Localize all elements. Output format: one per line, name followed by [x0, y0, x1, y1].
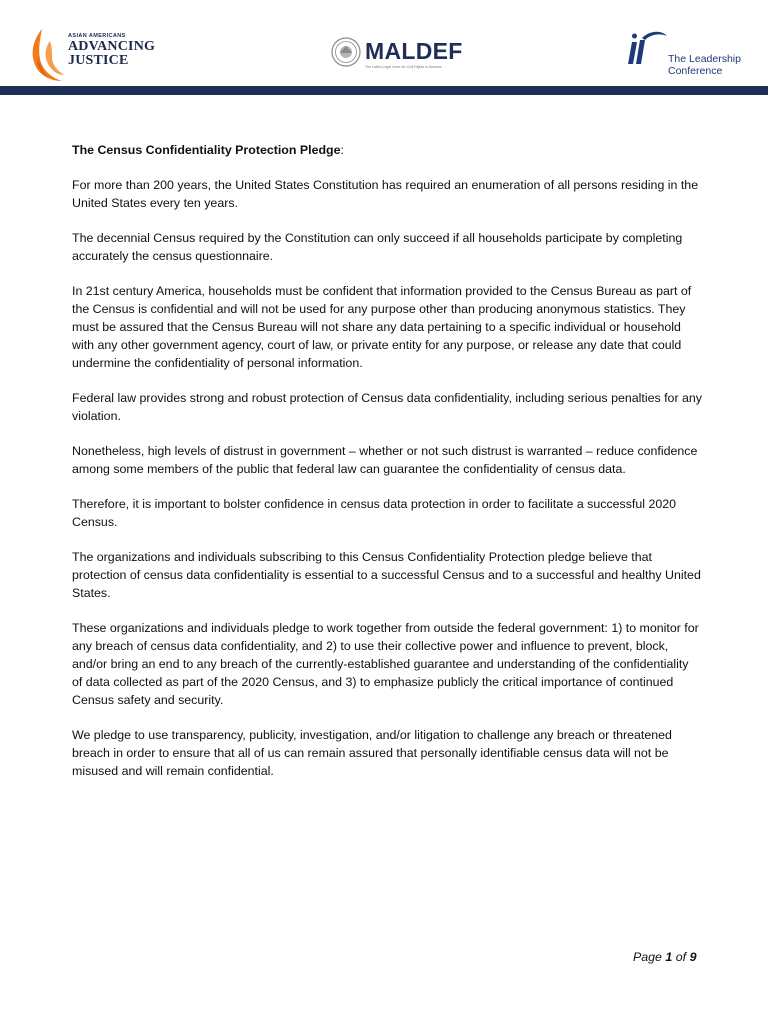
- maldef-tagline: The Latino Legal Voice for Civil Rights in America: [365, 65, 442, 69]
- aaaj-logo: [28, 27, 168, 85]
- lc-line2: Conference: [668, 65, 723, 77]
- lc-line1: The Leadership: [668, 53, 741, 65]
- paragraph: For more than 200 years, the United States Constitution has required an enumeration of all persons residing in the United States every ten years.: [72, 178, 699, 210]
- paragraph: The organizations and individuals subscribing to this Census Confidentiality Protection pledge believe that protection of census data confidentiality is essential to a successful Census and to a successful and healthy United States.: [72, 550, 701, 600]
- aaaj-line3: JUSTICE: [68, 53, 129, 68]
- header-rule: [0, 86, 768, 95]
- flame-icon: [28, 27, 66, 83]
- maldef-logo: [331, 37, 466, 73]
- leadership-mark-icon: [626, 30, 668, 66]
- letterhead: [0, 0, 768, 95]
- paragraph: Nonetheless, high levels of distrust in government – whether or not such distrust is warranted – reduce confidence among some members of the public that federal law can guarantee the confidentiality of census data.: [72, 444, 698, 476]
- document-body: [72, 141, 702, 797]
- aaaj-line1: ASIAN AMERICANS: [68, 33, 126, 39]
- paragraph: We pledge to use transparency, publicity, investigation, and/or litigation to challenge any breach or threatened breach in order to ensure that all of us can remain assured that personally identifiable census data will not be misused and will remain confidential.: [72, 728, 672, 778]
- document-title: The Census Confidentiality Protection Pledge:: [72, 143, 344, 157]
- page-number: Page 1 of 9: [633, 950, 697, 964]
- paragraph: The decennial Census required by the Constitution can only succeed if all households participate by completing accurately the census questionnaire.: [72, 231, 683, 263]
- paragraph: Federal law provides strong and robust protection of Census data confidentiality, including serious penalties for any violation.: [72, 391, 702, 423]
- seal-icon: [331, 37, 361, 67]
- paragraph: In 21st century America, households must be confident that information provided to the Census Bureau as part of the Census is confidential and will not be used for any purpose other than producing anonymous statistics. They must be assured that the Census Bureau will not share any data pertaining to a specific individual or household with any other government agency, court of law, or private entity for any purpose, or release any date that could undermine the confidentiality of personal information.: [72, 284, 692, 370]
- paragraph: Therefore, it is important to bolster confidence in census data protection in order to facilitate a successful 2020 Census.: [72, 497, 677, 529]
- leadership-conference-logo: [626, 30, 756, 80]
- aaaj-line2: ADVANCING: [68, 39, 156, 54]
- paragraph: These organizations and individuals pledge to work together from outside the federal government: 1) to monitor for any breach of census data confidentiality, and 2) to use their collective power and influence to prevent, block, and/or bring an end to any breach of the currently-established guarantee and understanding of the confidentiality of data collected as part of the 2020 Census, and 3) to emphasize publicly the critical importance of continued Census safety and security.: [72, 621, 699, 707]
- maldef-name: MALDEF: [365, 38, 463, 64]
